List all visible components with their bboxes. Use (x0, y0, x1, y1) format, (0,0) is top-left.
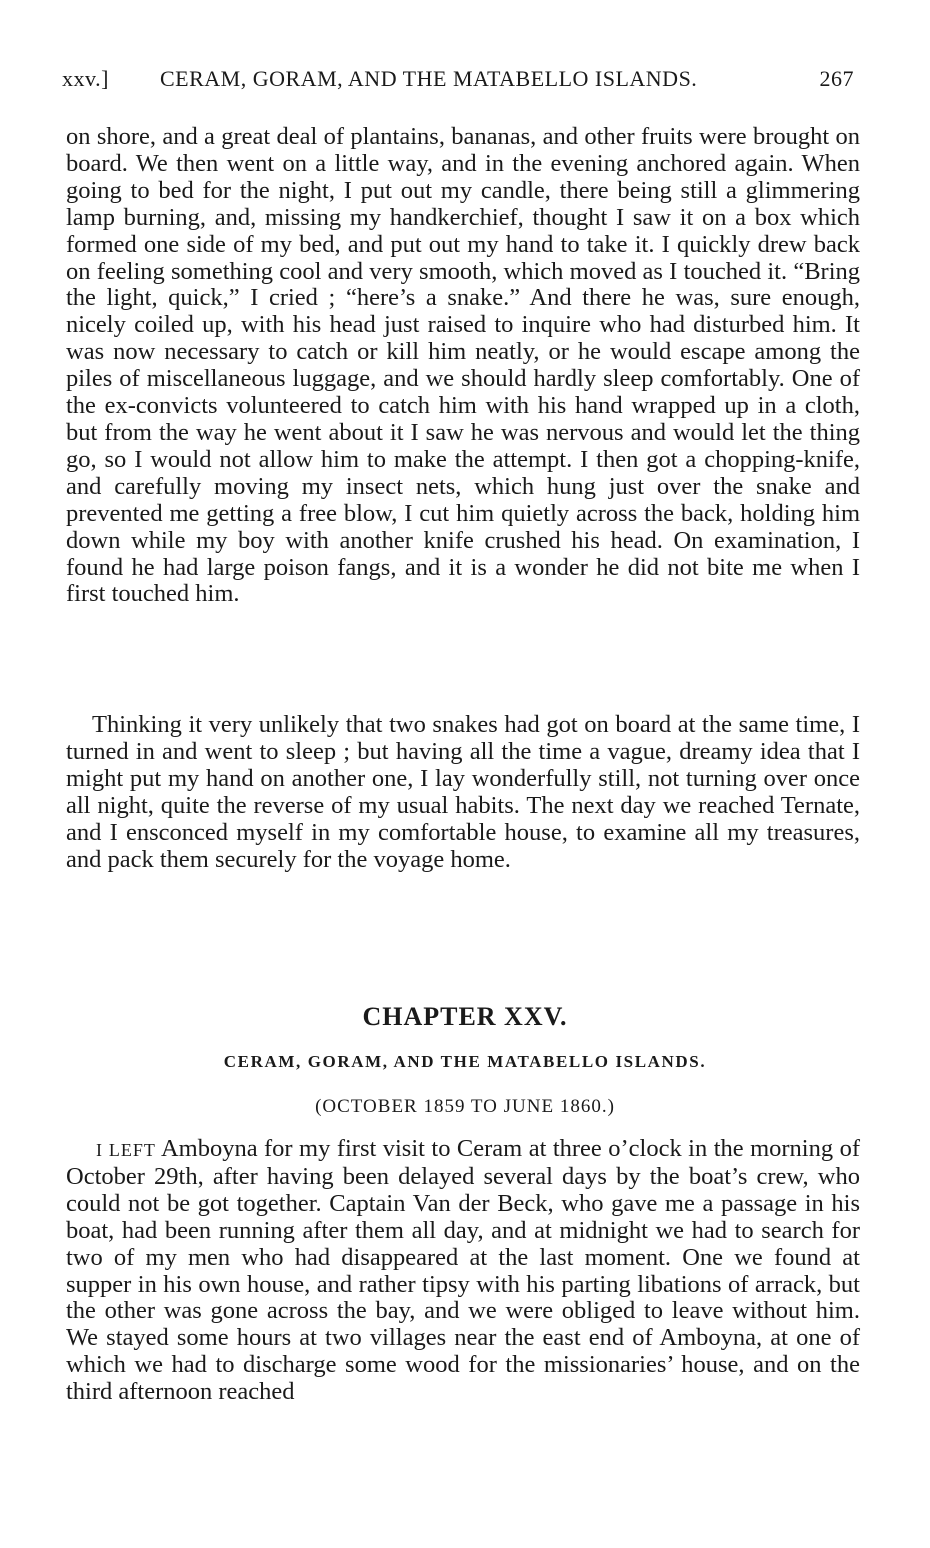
chapter-subheading: CERAM, GORAM, AND THE MATABELLO ISLANDS. (223, 1052, 707, 1071)
chapter-heading: CHAPTER XXV. (362, 1002, 568, 1031)
opening-paragraph-text: Amboyna for my first visit to Ceram at three o’clock in the morning of October 29th, after having been delayed several days by the boat’s crew, who could not be got together. Captain Van der Beck, who gave me a passage in his boat, had been running after them all day, and at midnight we had to search for two of my men who had disappeared at the last moment. One we found at supper in his own house, and rather tipsy with his parting libations of arrack, but the other was gone across the bay, and we were obliged to leave without him. We stayed some hours at two villages near the east end of Amboyna, at one of which we had to discharge some wood for the missionaries’ house, and on the third afternoon reached (66, 1135, 860, 1406)
paragraph-return-to-ternate: Thinking it very unlikely that two snakes had got on board at the same time, I turned in and went to sleep ; but having all the time a vague, dreamy idea that I might put my hand on another one, I lay wonderfully still, not turning over once all night, quite the reverse of my usual habits. The next day we reached Ternate, and I ensconced myself in my comfortable house, to examine all my treasures, and pack them securely for the voyage home. (66, 711, 860, 873)
running-title: CERAM, GORAM, AND THE MATABELLO ISLANDS. (160, 66, 698, 91)
chapter-opening-paragraph (66, 1136, 860, 1406)
page-number: 267 (819, 66, 854, 91)
opening-word: I LEFT (96, 1140, 156, 1160)
chapter-reference: xxv.] (62, 66, 109, 91)
chapter-dates: (OCTOBER 1859 TO JUNE 1860.) (315, 1096, 615, 1117)
paragraph-snake-encounter: on shore, and a great deal of plantains, bananas, and other fruits were brought on board. We then went on a little way, and in the evening anchored again. When going to bed for the night, I put out my candle, there being still a glimmering lamp burning, and, missing my handkerchief, thought I saw it on a box which formed one side of my bed, and put out my hand to take it. I quickly drew back on feeling something cool and very smooth, which moved as I touched it. “Bring the light, quick,” I cried ; “here’s a snake.” And there he was, sure enough, nicely coiled up, with his head just raised to inquire who had disturbed him. It was now necessary to catch or kill him neatly, or he would escape among the piles of miscellaneous luggage, and we should hardly sleep comfortably. One of the ex-convicts volunteered to catch him with his hand wrapped up in a cloth, but from the way he went about it I saw he was nervous and would let the thing go, so I would not allow him to make the attempt. I then got a chopping-knife, and carefully moving my insect nets, which hung just over the snake and prevented me getting a free blow, I cut him quietly across the back, holding him down while my boy with another knife crushed his head. On examination, I found he had large poison fangs, and it is a wonder he did not bite me when I first touched him. (66, 123, 860, 608)
